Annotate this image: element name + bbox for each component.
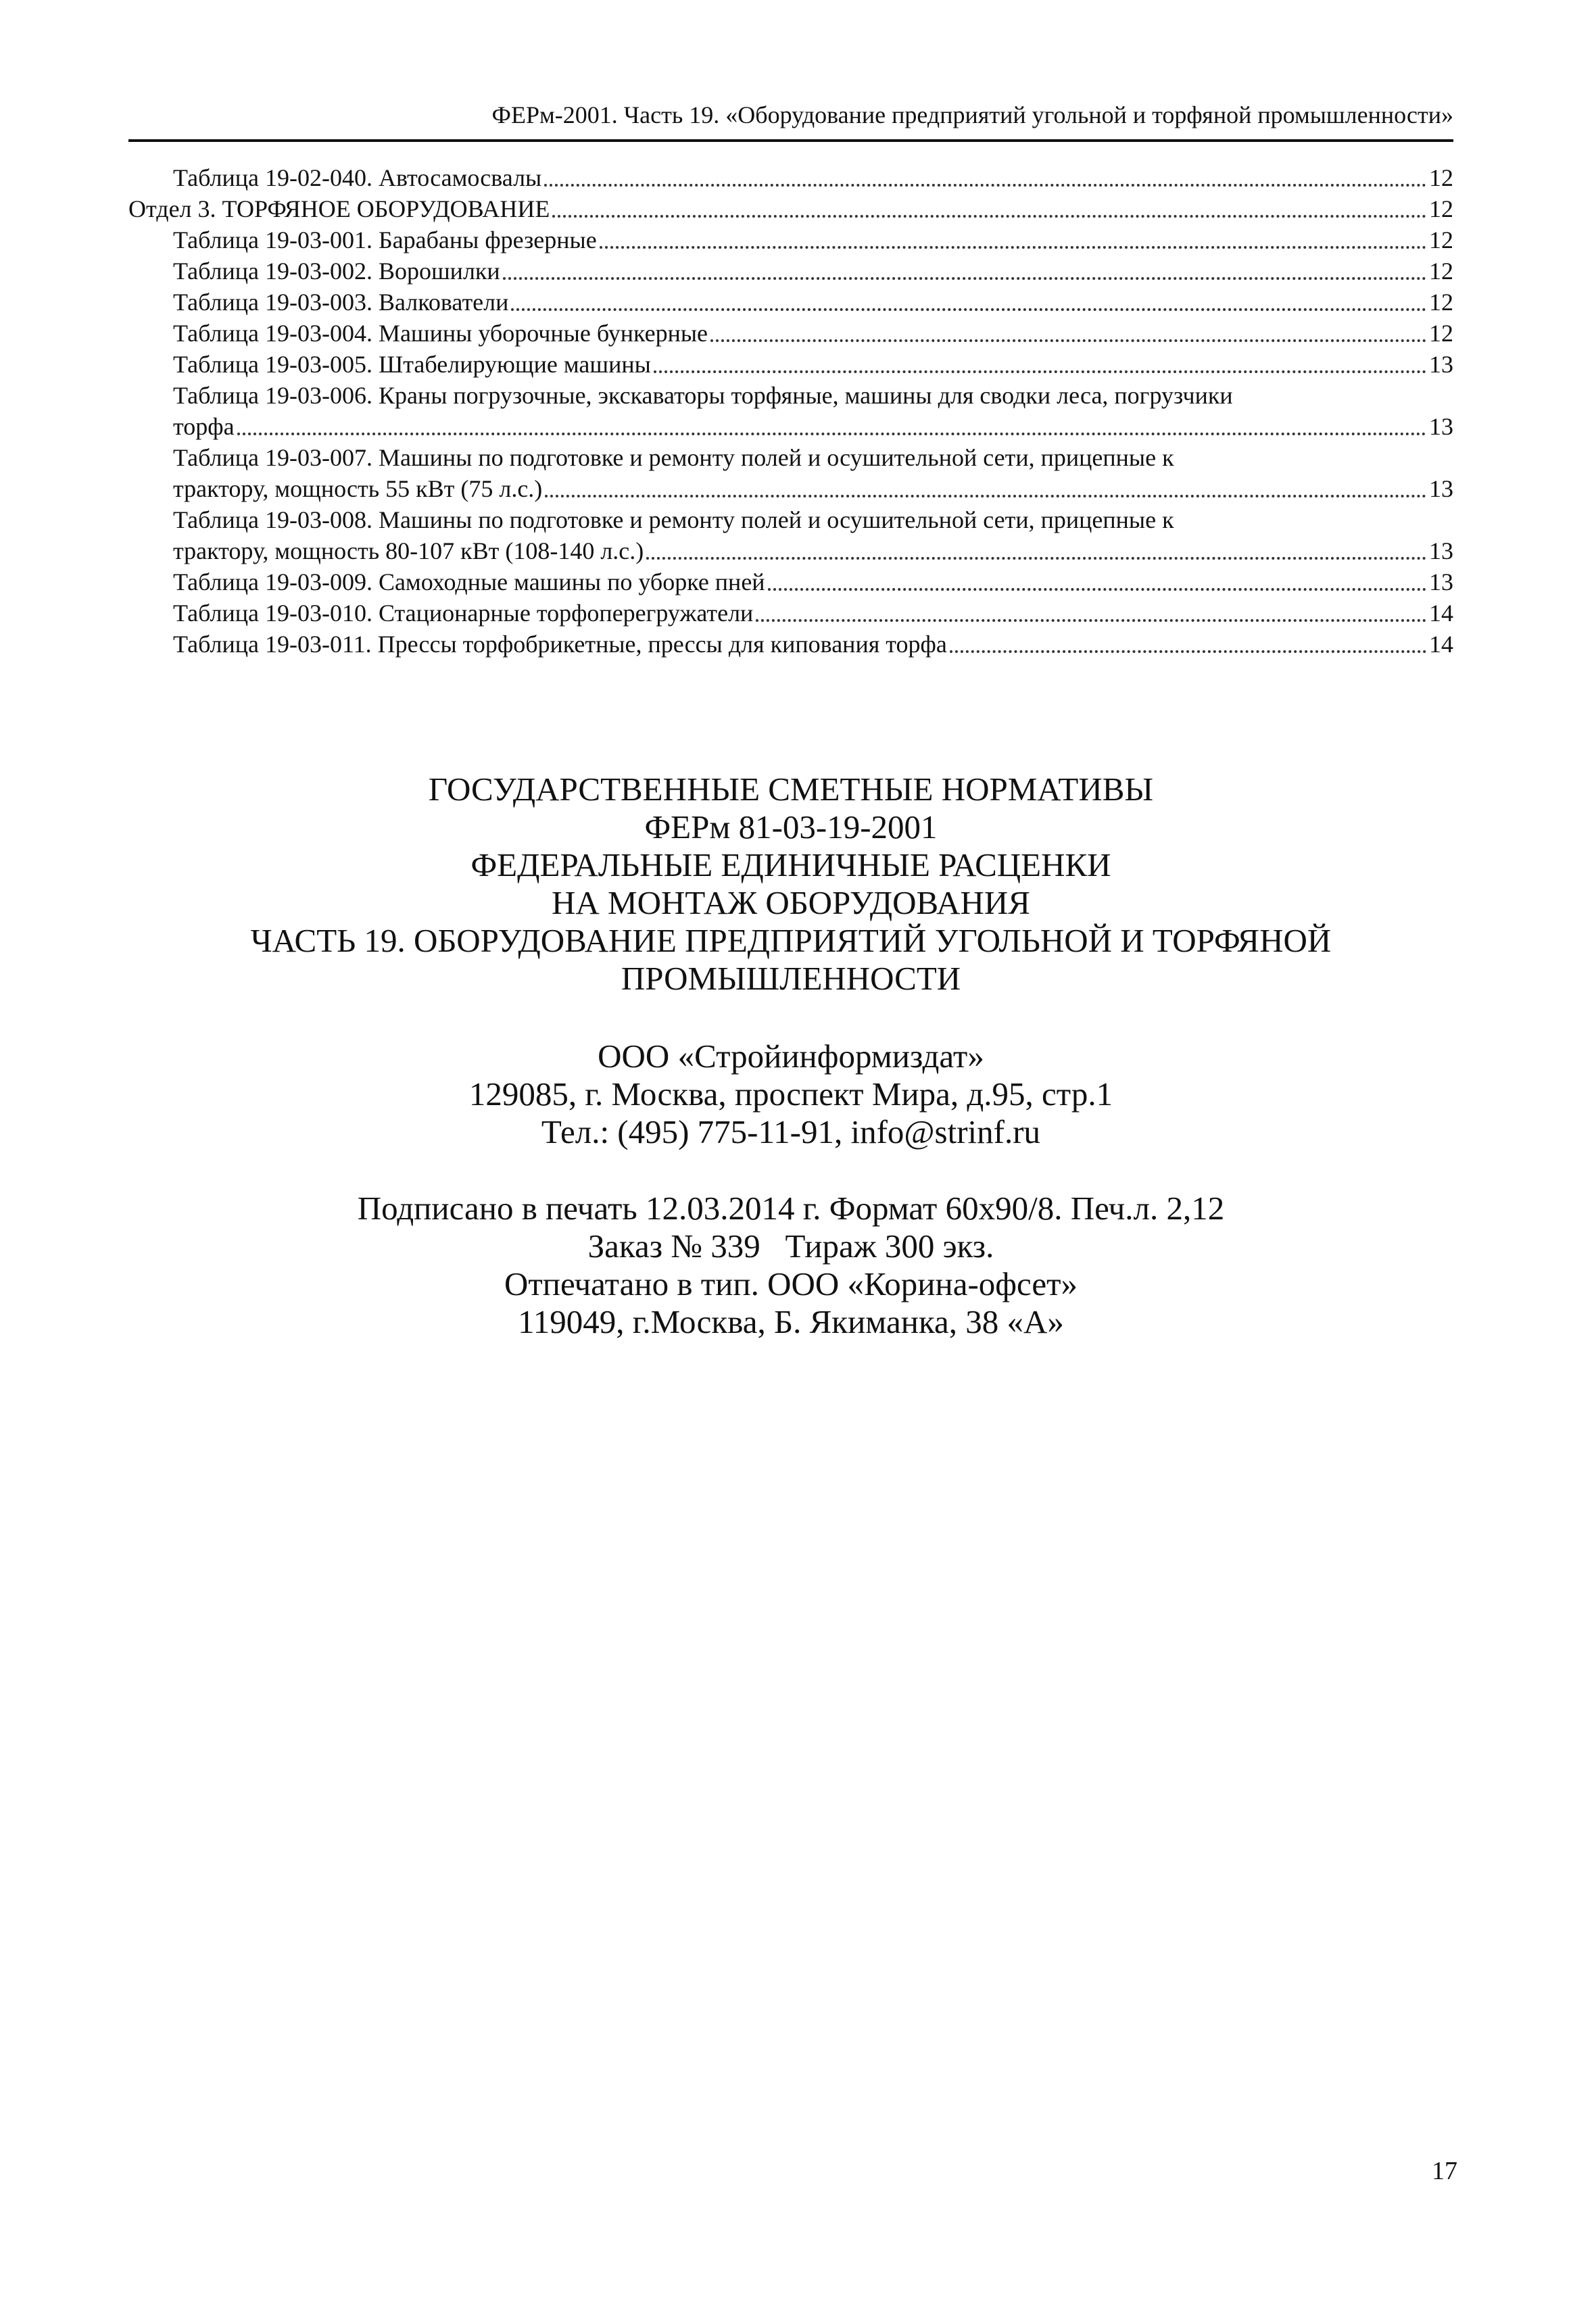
toc-entry bbox=[128, 255, 1453, 287]
toc-leader-dots bbox=[710, 339, 1426, 342]
imprint-order: Заказ № 339 Тираж 300 экз. bbox=[587, 1227, 994, 1265]
toc-entry-page: 12 bbox=[1429, 226, 1453, 253]
toc-entry-page: 13 bbox=[1429, 537, 1453, 564]
toc-entry-title-line2: торфа bbox=[173, 413, 235, 440]
toc-entry bbox=[128, 504, 1453, 566]
toc-entry-title-line1: Таблица 19-03-007. Машины по подготовке и ремонту полей и осушительной сети, прицепные к bbox=[173, 444, 1174, 471]
toc-entry bbox=[128, 287, 1453, 318]
toc-entry-page: 12 bbox=[1429, 258, 1453, 285]
toc-entry bbox=[128, 566, 1453, 598]
document-title-block bbox=[128, 771, 1453, 998]
toc-entry-page: 12 bbox=[1429, 320, 1453, 347]
toc-entry bbox=[128, 162, 1453, 193]
toc-leader-dots bbox=[654, 370, 1426, 373]
toc-entry bbox=[128, 629, 1453, 660]
toc-entry-title: Таблица 19-03-010. Стационарные торфоперегружатели bbox=[173, 600, 754, 627]
toc-entry-page: 13 bbox=[1429, 351, 1453, 378]
toc-entry bbox=[128, 349, 1453, 380]
title-line: ФЕРм 81-03-19-2001 bbox=[644, 808, 938, 846]
toc-entry-title: Таблица 19-03-001. Барабаны фрезерные bbox=[173, 226, 597, 253]
table-of-contents bbox=[128, 162, 1453, 660]
toc-entry-page: 13 bbox=[1429, 413, 1453, 440]
toc-entry-title: Таблица 19-03-004. Машины уборочные бункерные bbox=[173, 320, 708, 347]
toc-entry-page: 14 bbox=[1429, 600, 1453, 627]
toc-leader-dots bbox=[646, 557, 1426, 560]
toc-entry bbox=[128, 318, 1453, 349]
toc-entry-title: Таблица 19-03-002. Ворошилки bbox=[173, 258, 500, 285]
toc-entry-title-line2: трактору, мощность 80-107 кВт (108-140 л.с.) bbox=[173, 537, 644, 564]
publisher-info bbox=[128, 1038, 1453, 1151]
toc-entry-page: 12 bbox=[1429, 164, 1453, 191]
title-line: ПРОМЫШЛЕННОСТИ bbox=[621, 960, 961, 997]
title-line: ЧАСТЬ 19. ОБОРУДОВАНИЕ ПРЕДПРИЯТИЙ УГОЛЬНОЙ И ТОРФЯНОЙ bbox=[250, 922, 1332, 959]
toc-leader-dots bbox=[545, 495, 1426, 497]
toc-entry bbox=[128, 442, 1453, 504]
toc-entry-continuation bbox=[173, 535, 1453, 566]
toc-section-title: Отдел 3. ТОРФЯНОЕ ОБОРУДОВАНИЕ bbox=[128, 195, 550, 222]
toc-entry-page: 13 bbox=[1429, 568, 1453, 595]
toc-section-entry bbox=[128, 193, 1453, 224]
toc-entry bbox=[128, 380, 1453, 442]
imprint-printed: Отпечатано в тип. ООО «Корина-офсет» bbox=[504, 1265, 1078, 1302]
toc-entry-title-line1: Таблица 19-03-008. Машины по подготовке и ремонту полей и осушительной сети, прицепные к bbox=[173, 506, 1174, 533]
running-header bbox=[128, 100, 1453, 142]
toc-entry-page: 14 bbox=[1429, 631, 1453, 658]
toc-entry-title: Таблица 19-03-009. Самоходные машины по уборке пней bbox=[173, 568, 765, 595]
title-line: НА МОНТАЖ ОБОРУДОВАНИЯ bbox=[552, 884, 1030, 921]
toc-entry bbox=[128, 598, 1453, 629]
toc-entry-title: Таблица 19-03-011. Прессы торфобрикетные, прессы для кипования торфа bbox=[173, 631, 947, 658]
toc-entry bbox=[128, 224, 1453, 255]
title-line: ФЕДЕРАЛЬНЫЕ ЕДИНИЧНЫЕ РАСЦЕНКИ bbox=[470, 846, 1111, 883]
toc-entry-title-line1: Таблица 19-03-006. Краны погрузочные, экскаваторы торфяные, машины для сводки леса, погрузчики bbox=[173, 382, 1233, 409]
page-number: 17 bbox=[1432, 2157, 1457, 2185]
toc-leader-dots bbox=[552, 215, 1426, 218]
publisher-name: ООО «Стройинформиздат» bbox=[598, 1038, 984, 1075]
toc-leader-dots bbox=[950, 650, 1426, 653]
toc-entry-title-line2: трактору, мощность 55 кВт (75 л.с.) bbox=[173, 475, 543, 502]
toc-leader-dots bbox=[503, 277, 1426, 280]
toc-entry-page: 13 bbox=[1429, 475, 1453, 502]
toc-leader-dots bbox=[511, 308, 1426, 311]
publisher-address: 129085, г. Москва, проспект Мира, д.95, стр.1 bbox=[468, 1075, 1113, 1113]
toc-leader-dots bbox=[768, 588, 1426, 591]
imprint-signed: Подписано в печать 12.03.2014 г. Формат 60x90/8. Печ.л. 2,12 bbox=[357, 1190, 1225, 1227]
toc-entry-title: Таблица 19-02-040. Автосамосвалы bbox=[173, 164, 542, 191]
running-header-title: ФЕРм-2001. Часть 19. «Оборудование предприятий угольной и торфяной промышленности» bbox=[491, 101, 1453, 128]
toc-entry-continuation bbox=[173, 411, 1453, 442]
toc-leader-dots bbox=[600, 246, 1426, 249]
toc-entry-title: Таблица 19-03-005. Штабелирующие машины bbox=[173, 351, 651, 378]
toc-leader-dots bbox=[237, 433, 1426, 435]
imprint-info bbox=[128, 1190, 1453, 1341]
toc-leader-dots bbox=[756, 619, 1426, 622]
publisher-contact: Тел.: (495) 775-11-91, info@strinf.ru bbox=[541, 1113, 1041, 1150]
toc-leader-dots bbox=[544, 184, 1426, 187]
toc-entry-page: 12 bbox=[1429, 289, 1453, 316]
toc-entry-title: Таблица 19-03-003. Валкователи bbox=[173, 289, 509, 316]
toc-entry-page: 12 bbox=[1429, 195, 1453, 222]
title-line: ГОСУДАРСТВЕННЫЕ СМЕТНЫЕ НОРМАТИВЫ bbox=[428, 771, 1154, 808]
imprint-printer-address: 119049, г.Москва, Б. Якиманка, 38 «А» bbox=[518, 1303, 1064, 1340]
toc-entry-continuation bbox=[173, 473, 1453, 504]
